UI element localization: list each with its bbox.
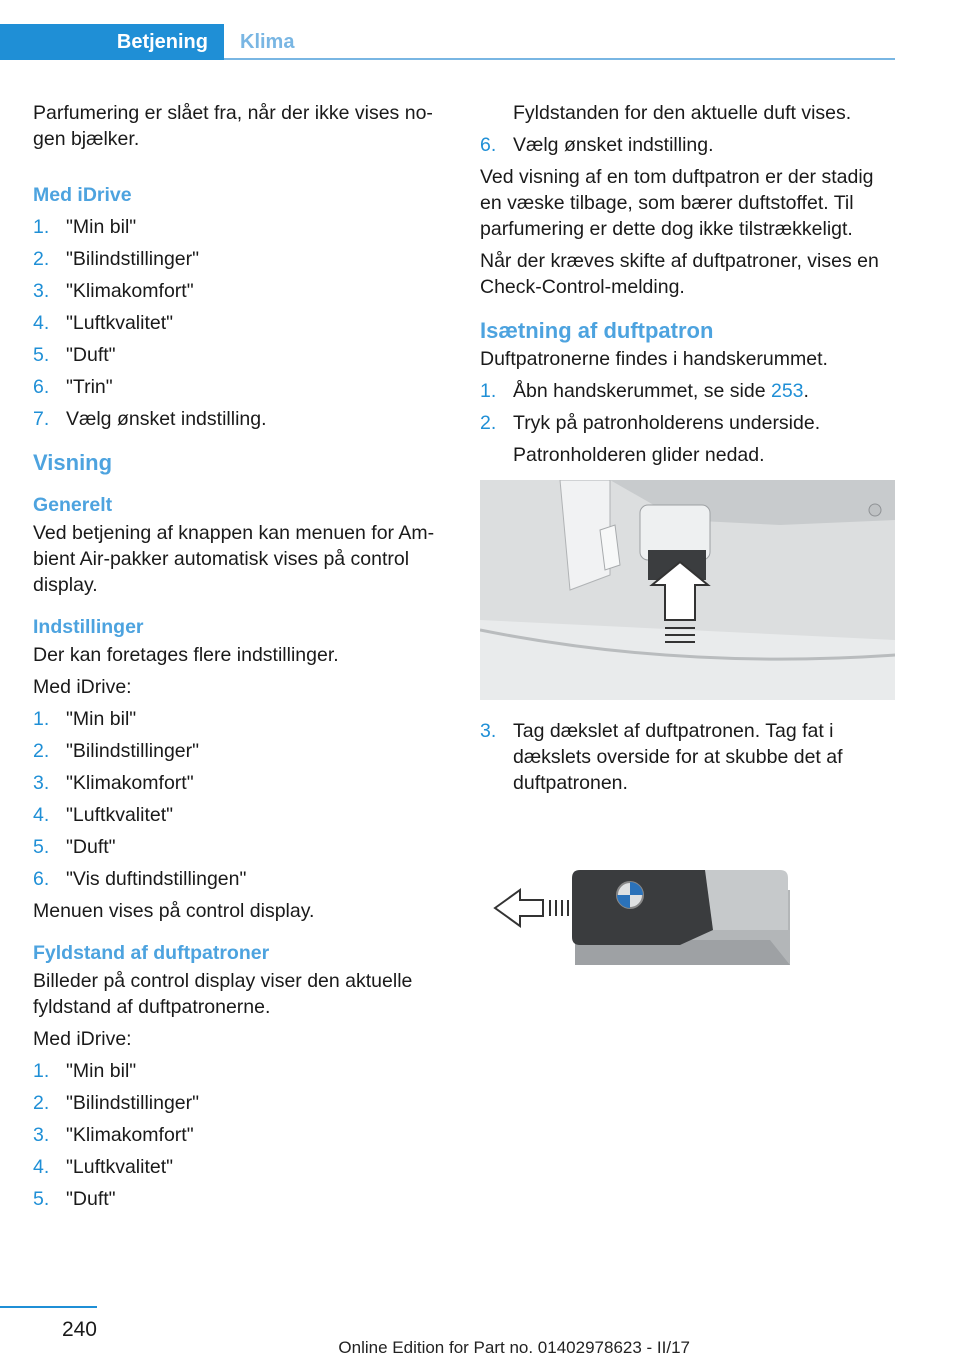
list-number: 1. [480,380,497,402]
list-continued [480,132,895,158]
list-item [33,1186,443,1212]
list-text: "Min bil" [66,708,137,730]
list-number: 2. [33,740,50,762]
para-check-control: Når der kræves skifte af duftpatroner, vises en Check-Control-melding. [480,250,879,298]
list-number: 2. [480,412,497,434]
list-item [480,410,895,468]
list-number: 1. [33,216,50,238]
list-number: 5. [33,344,50,366]
menu-text: Menuen vises på control display. [33,900,315,922]
step2-text: Tryk på patronholderens underside. [513,412,821,434]
list-item [33,706,443,732]
list-item [33,374,443,400]
list-text [513,378,895,404]
list-text: "Duft" [66,1188,116,1210]
list-text: "Duft" [66,836,116,858]
list-number: 1. [33,708,50,730]
list-item [480,132,895,158]
list-text: "Trin" [66,376,113,398]
list-text: "Bilindstillinger" [66,248,200,270]
list-number: 3. [33,280,50,302]
section-isaetning: Isætning af duftpatron [480,318,714,343]
list-item [33,738,443,764]
header-rule [224,58,895,60]
list-number: 5. [33,836,50,858]
list-text: "Min bil" [66,216,137,238]
list-number: 4. [33,1156,50,1178]
list-text: Vælg ønsket indstilling. [66,408,267,430]
list-number: 3. [33,772,50,794]
list-number: 6. [33,376,50,398]
list-item [33,1090,443,1116]
list-number: 7. [33,408,50,430]
list-item [33,1122,443,1148]
list-steps [480,378,895,468]
footer-edition: Online Edition for Part no. 01402978623 - II/17 [338,1338,690,1357]
step2-subtext: Patronholderen glider nedad. [513,444,765,466]
list-item [33,310,443,336]
list-item [33,802,443,828]
step1-end: . [803,380,809,402]
isaetning-text: Duftpatronerne findes i handskerummet. [480,348,828,370]
list-text: "Bilindstillinger" [66,740,200,762]
list-text: "Luftkvalitet" [66,804,174,826]
page-link[interactable]: 253 [770,380,804,402]
list-text: "Duft" [66,344,116,366]
list-item [33,834,443,860]
fyldstand-text: Billeder på control display viser den aktuelle fyldstand af duftpatronerne. [33,970,413,1018]
list-number: 2. [33,1092,50,1114]
list-number: 6. [480,134,497,156]
cartridge-illustration [480,840,895,1000]
list-text: Tag dækslet af duftpatronen. Tag fat i dækslets overside for at skubbe det af duftpatronen. [513,720,843,794]
list-idrive-3 [33,1058,443,1212]
list-text: "Luftkvalitet" [66,312,174,334]
list-number: 4. [33,804,50,826]
list-idrive-1 [33,214,443,432]
list-item [33,406,443,432]
list-text: "Luftkvalitet" [66,1156,174,1178]
list-number: 2. [33,248,50,270]
right-column [480,100,895,1000]
list-text: "Klimakomfort" [66,280,194,302]
list-number: 1. [33,1060,50,1082]
list-item [33,246,443,272]
heading-fyldstand: Fyldstand af duftpatroner [33,942,270,964]
section-visning: Visning [33,450,113,475]
heading-generelt: Generelt [33,494,113,516]
list-text: "Min bil" [66,1060,137,1082]
step1-text: Åbn handskerummet, se side [513,380,771,402]
generelt-text: Ved betjening af knappen kan menuen for Am‐bient Air-pakker automatisk vises på control display. [33,522,435,596]
list-item [480,718,895,796]
continued-text: Fyldstanden for den aktuelle duft vises. [513,102,852,124]
list-text: "Vis duftindstillingen" [66,868,247,890]
list-text: "Bilindstillinger" [66,1092,200,1114]
list-number: 4. [33,312,50,334]
list-text: Vælg ønsket indstilling. [513,134,714,156]
list-item [33,278,443,304]
tab-betjening[interactable]: Betjening [0,24,224,60]
med-idrive-label: Med iDrive: [33,676,132,698]
list-text [513,410,895,468]
list-number: 6. [33,868,50,890]
list-item [33,342,443,368]
list-idrive-2 [33,706,443,892]
heading-indstillinger: Indstillinger [33,616,144,638]
list-number: 3. [480,720,497,742]
list-item [33,866,443,892]
footer-rule [0,1306,97,1308]
list-item [33,1154,443,1180]
list-item [33,1058,443,1084]
list-steps-2 [480,718,895,796]
list-number: 3. [33,1124,50,1146]
list-number: 5. [33,1188,50,1210]
page-number: 240 [61,1318,97,1341]
glovebox-illustration [480,480,895,700]
list-item [33,214,443,240]
list-item [480,378,895,404]
med-idrive-label-2: Med iDrive: [33,1028,132,1050]
tab-klima[interactable]: Klima [240,30,295,53]
idrive-heading: Med iDrive [33,184,132,206]
intro-text: Parfumering er slået fra, når der ikke vises no‐gen bjælker. [33,102,433,150]
para-empty-cartridge: Ved visning af en tom duftpatron er der stadig en væske tilbage, som bærer duftstoffet. Til parfumering er dette dog ikke tilstrækkeligt. [480,166,874,240]
list-text: "Klimakomfort" [66,1124,194,1146]
indstillinger-text: Der kan foretages flere indstillinger. [33,644,339,666]
list-text: "Klimakomfort" [66,772,194,794]
list-item [33,770,443,796]
left-column [33,100,443,1218]
header-bar [0,24,895,60]
